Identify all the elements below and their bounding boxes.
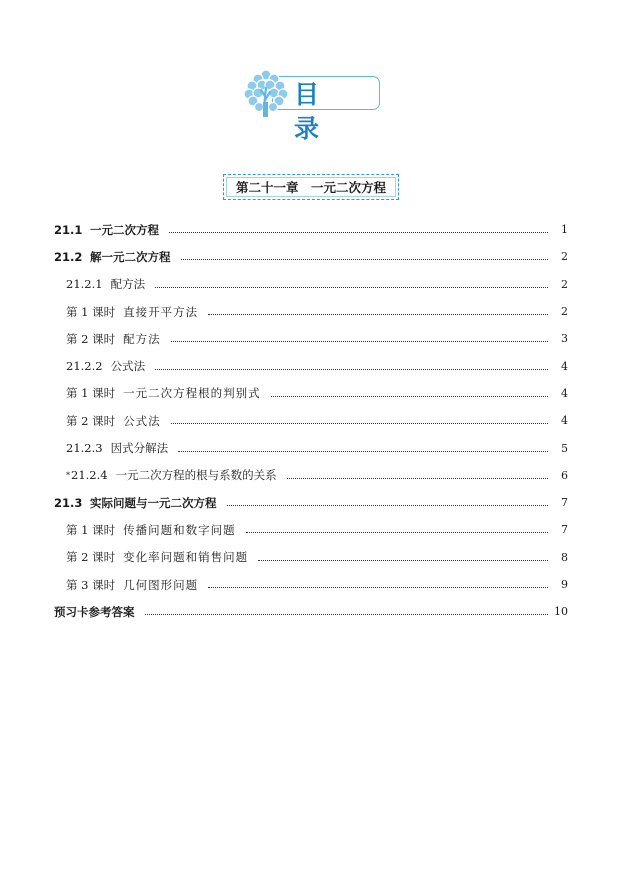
toc-entry-label: 一元二次方程根的判别式: [123, 386, 261, 401]
toc-entry-label: 几何图形问题: [123, 577, 199, 592]
dot-leader: [208, 314, 548, 315]
toc-entry-label: 一元二次方程的根与系数的关系: [115, 468, 277, 483]
toc-entry[interactable]: [54, 516, 568, 543]
toc-entry-label: 公式法: [123, 413, 161, 428]
chapter-title: 第二十一章 一元二次方程: [235, 180, 386, 195]
dot-leader: [145, 614, 549, 615]
tree-icon: [240, 66, 292, 118]
toc-entry-label: 预习卡参考答案: [54, 604, 135, 619]
dot-leader: [208, 587, 548, 588]
toc-entry-number: 第 1 课时: [66, 522, 116, 537]
toc-entry[interactable]: [54, 216, 568, 243]
dot-leader: [178, 451, 548, 452]
toc-entry-page: 4: [561, 359, 568, 373]
toc-entry-page: 1: [561, 223, 568, 237]
toc-entry-label: 配方法: [110, 277, 146, 292]
toc-entry-label: 公式法: [110, 359, 146, 374]
toc-entry[interactable]: [54, 544, 568, 571]
toc-entry-number: 21.2.2: [66, 359, 103, 374]
toc-entry[interactable]: [54, 298, 568, 325]
table-of-contents: [54, 216, 568, 625]
toc-entry-number: 第 2 课时: [66, 413, 116, 428]
toc-entry-label: 直接开平方法: [123, 304, 199, 319]
toc-entry-number: 21.2: [54, 249, 83, 264]
toc-entry[interactable]: [54, 380, 568, 407]
toc-entry-page: 10: [554, 605, 568, 619]
toc-entry-label: 解一元二次方程: [90, 249, 171, 264]
toc-entry-number: 21.2.3: [66, 441, 103, 456]
toc-entry-label: 一元二次方程: [90, 222, 159, 237]
title-badge: [240, 66, 382, 143]
toc-entry-page: 2: [561, 250, 568, 264]
dot-leader: [246, 532, 548, 533]
toc-entry[interactable]: [54, 462, 568, 489]
toc-entry[interactable]: [54, 571, 568, 598]
toc-entry-page: 2: [561, 277, 568, 291]
toc-entry-label: 传播问题和数字问题: [123, 522, 236, 537]
toc-entry[interactable]: [54, 407, 568, 434]
dot-leader: [258, 560, 548, 561]
dot-leader: [171, 423, 548, 424]
toc-entry[interactable]: [54, 271, 568, 298]
toc-entry-page: 5: [561, 441, 568, 455]
toc-entry[interactable]: [54, 489, 568, 516]
toc-entry[interactable]: [54, 434, 568, 461]
toc-entry-page: 6: [561, 468, 568, 482]
toc-entry-page: 4: [561, 386, 568, 400]
dot-leader: [271, 396, 548, 397]
toc-entry-label: 因式分解法: [110, 441, 169, 456]
dot-leader: [155, 369, 548, 370]
optional-marker: *: [66, 470, 70, 480]
toc-entry-number: 21.3: [54, 495, 83, 510]
chapter-heading: [223, 174, 399, 200]
toc-entry-page: 8: [561, 550, 568, 564]
dot-leader: [181, 259, 549, 260]
toc-entry[interactable]: [54, 243, 568, 270]
toc-entry-number: 21.2.1: [66, 277, 103, 292]
toc-entry-number: 第 2 课时: [66, 550, 116, 565]
toc-entry-number: 第 1 课时: [66, 386, 116, 401]
toc-entry-number: 第 2 课时: [66, 331, 116, 346]
toc-entry-page: 7: [561, 523, 568, 537]
toc-entry-page: 9: [561, 578, 568, 591]
dot-leader: [287, 478, 548, 479]
toc-entry-page: 3: [561, 332, 568, 346]
toc-entry-number: 第 3 课时: [66, 577, 116, 592]
toc-entry-number: 第 1 课时: [66, 304, 116, 319]
toc-entry-label: 变化率问题和销售问题: [123, 550, 249, 565]
dot-leader: [155, 287, 548, 288]
toc-entry[interactable]: [54, 325, 568, 352]
dot-leader: [171, 341, 548, 342]
toc-entry[interactable]: [54, 352, 568, 379]
page-title: 目录: [294, 80, 342, 143]
toc-entry-label: 配方法: [123, 331, 161, 346]
toc-entry-page: 4: [561, 414, 568, 428]
toc-entry-page: 7: [561, 496, 568, 510]
dot-leader: [169, 232, 548, 233]
dot-leader: [227, 505, 549, 506]
toc-entry-label: 实际问题与一元二次方程: [90, 495, 217, 510]
toc-entry[interactable]: [54, 598, 568, 625]
toc-entry-number: 21.2.4: [71, 468, 108, 483]
toc-entry-page: 2: [561, 305, 568, 319]
toc-entry-number: 21.1: [54, 222, 83, 237]
